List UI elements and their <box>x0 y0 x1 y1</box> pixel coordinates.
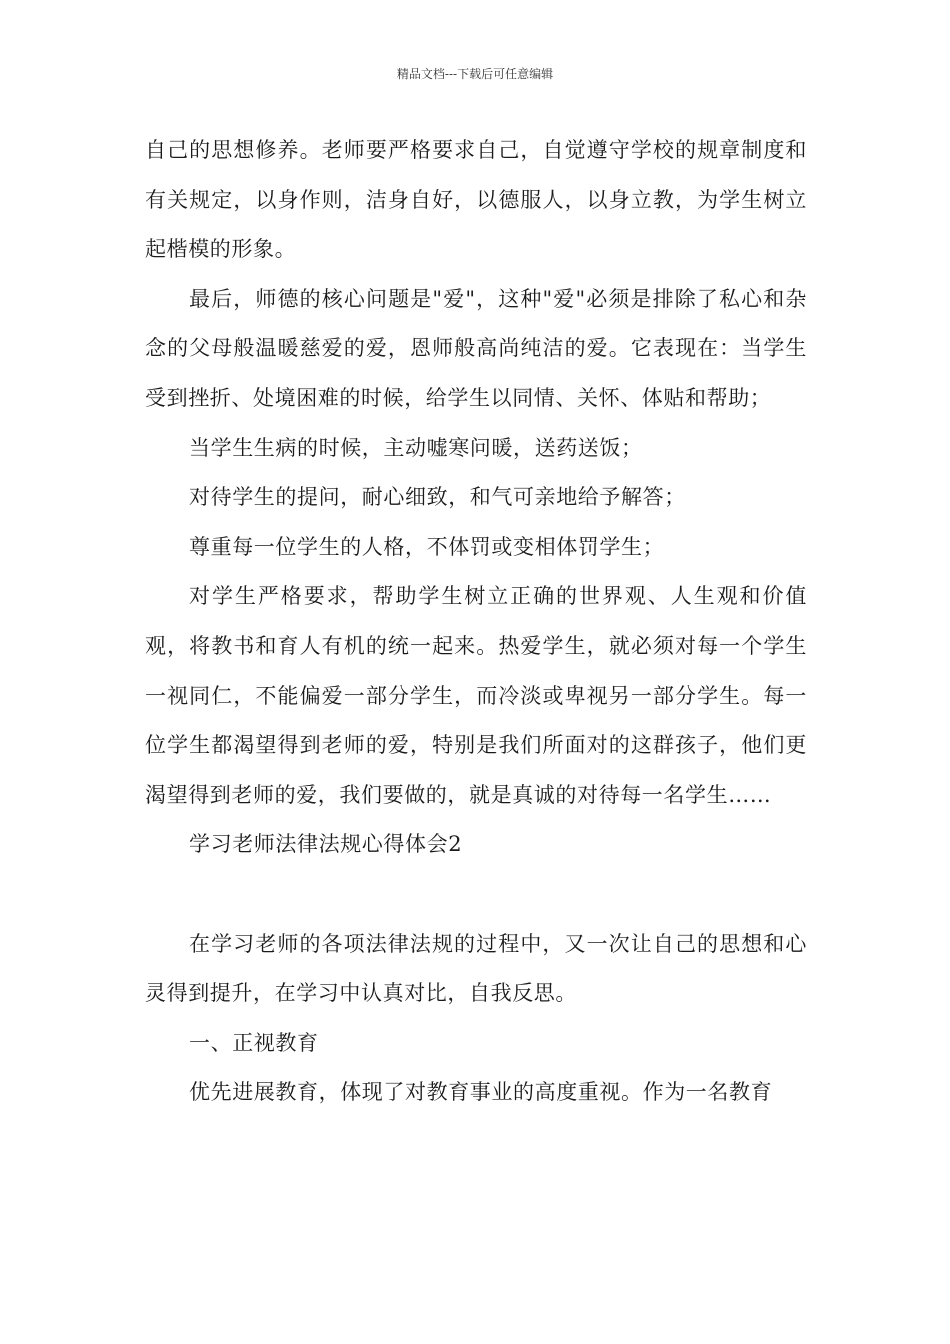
paragraph-priority-education: 优先进展教育，体现了对教育事业的高度重视。作为一名教育 <box>189 1080 773 1105</box>
blank-line <box>145 870 807 920</box>
section-title: 学习老师法律法规心得体会2 <box>189 832 463 857</box>
paragraph-strict-requirements: 对学生严格要求，帮助学生树立正确的世界观、人生观和价值观，将教书和育人有机的统一起来。热爱学生，就必须对每一个学生一视同仁，不能偏爱一部分学生，而冷淡或卑视另一部分学生。每一位学生都渴望得到老师的爱，特别是我们所面对的这群孩子，他们更渴望得到老师的爱，我们要做的，就是真诚的对待每一名学生…… <box>145 584 807 807</box>
subheading: 一、正视教育 <box>189 1030 319 1055</box>
paragraph-respect: 尊重每一位学生的人格，不体罚或变相体罚学生； <box>189 534 665 559</box>
paragraph-answer-questions: 对待学生的提问，耐心细致，和气可亲地给予解答； <box>189 485 686 510</box>
page-header: 精品文档---下载后可任意编辑 <box>396 67 554 81</box>
paragraph-continued: 自己的思想修养。老师要严格要求自己，自觉遵守学校的规章制度和有关规定，以身作则，洁身自好，以德服人，以身立教，为学生树立起楷模的形象。 <box>145 138 807 262</box>
paragraph-care-sick: 当学生生病的时候，主动嘘寒问暖，送药送饭； <box>189 435 643 460</box>
paragraph-intro: 在学习老师的各项法律法规的过程中，又一次让自己的思想和心灵得到提升，在学习中认真对比，自我反思。 <box>145 931 807 1006</box>
document-body <box>145 126 807 1118</box>
paragraph-teacher-love: 最后，师德的核心问题是"爱"，这种"爱"必须是排除了私心和杂念的父母般温暖慈爱的爱，恩师般高尚纯洁的爱。它表现在：当学生受到挫折、处境困难的时候，给学生以同情、关怀、体贴和帮助； <box>145 286 807 410</box>
